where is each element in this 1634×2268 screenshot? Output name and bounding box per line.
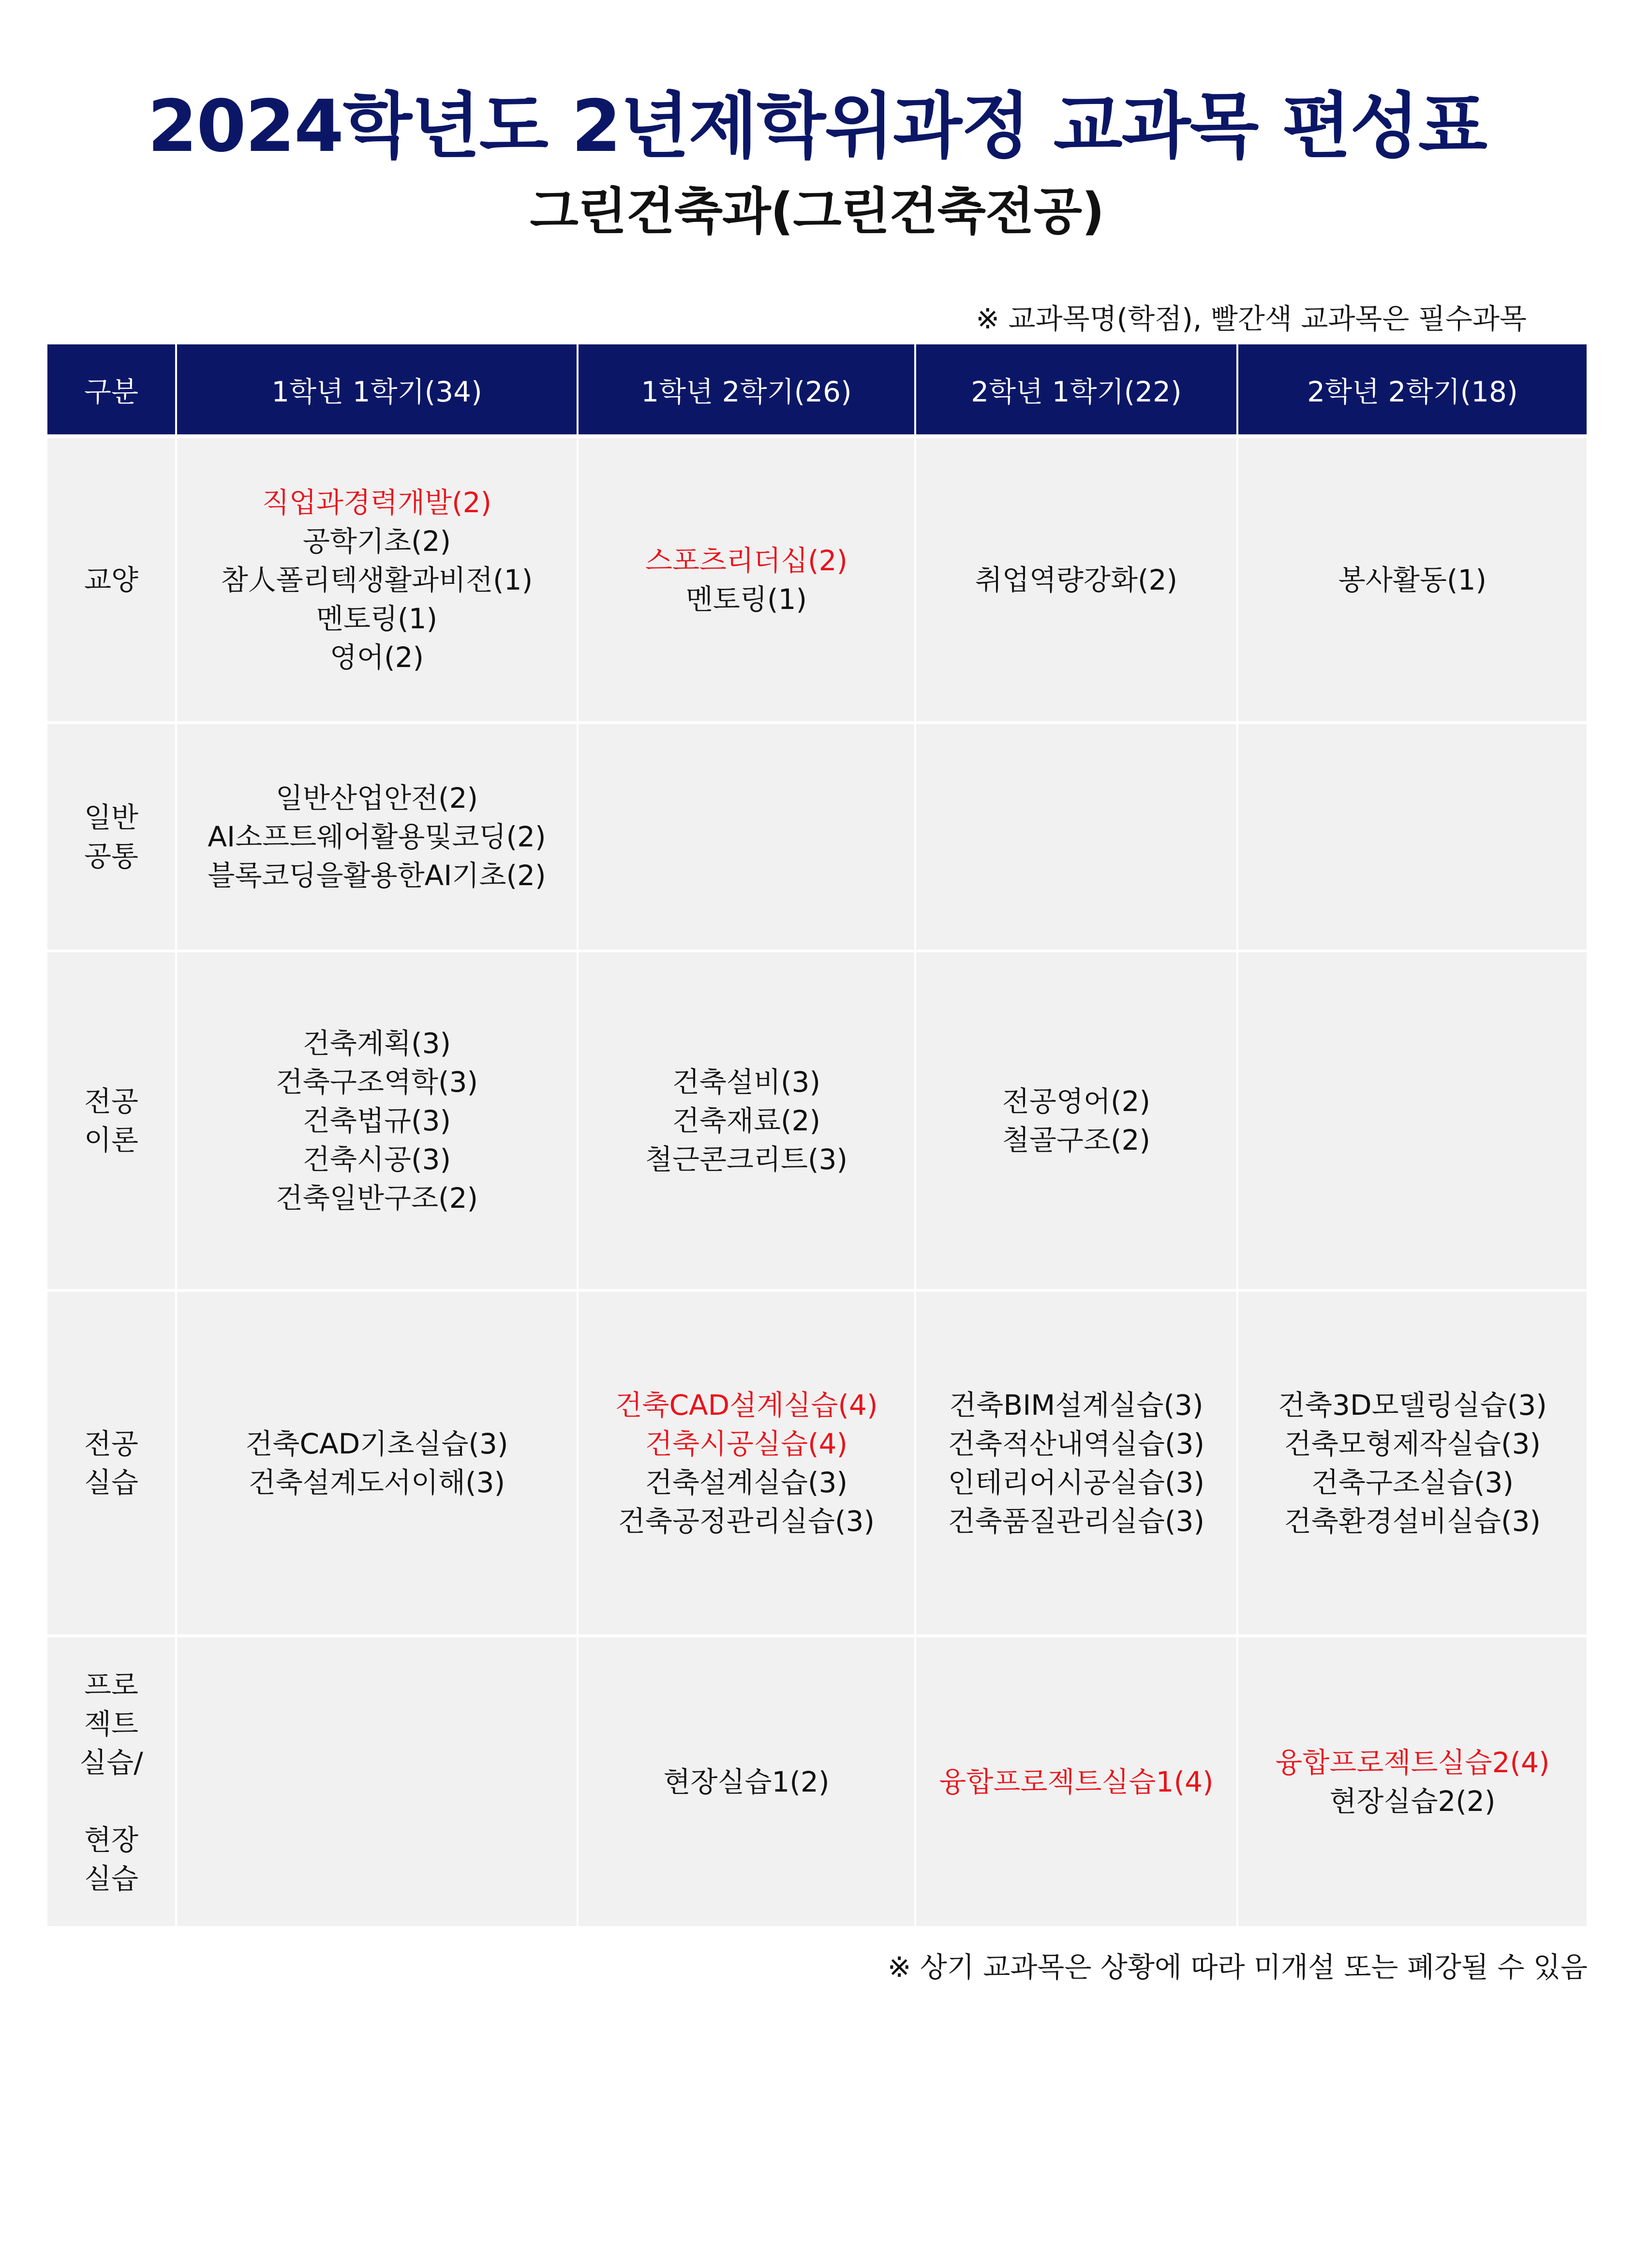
required-course: 융합프로젝트실습2(4) bbox=[1275, 1746, 1550, 1779]
curriculum-table bbox=[47, 344, 1587, 1926]
header-y2-s1: 2학년 1학기(22) bbox=[915, 344, 1237, 436]
course: 건축일반구조(2) bbox=[275, 1182, 478, 1215]
header-row bbox=[47, 344, 1587, 436]
table-body bbox=[47, 436, 1587, 1926]
semester-cell bbox=[915, 951, 1237, 1290]
course: 일반산업안전(2) bbox=[275, 782, 478, 815]
course: 건축적산내역실습(3) bbox=[948, 1427, 1205, 1460]
category-label: 실습 bbox=[84, 1862, 139, 1895]
semester-cell bbox=[915, 1290, 1237, 1636]
header-y1-s1: 1학년 1학기(34) bbox=[176, 344, 578, 436]
course: 봉사활동(1) bbox=[1338, 563, 1487, 596]
row-major-theory bbox=[47, 951, 1587, 1290]
course: 건축구조역학(3) bbox=[275, 1066, 478, 1098]
category-label: 전공 bbox=[84, 1427, 139, 1460]
page-subtitle: 그린건축과(그린건축전공) bbox=[530, 182, 1104, 241]
course: 건축법규(3) bbox=[302, 1104, 451, 1137]
course: 건축CAD기초실습(3) bbox=[245, 1427, 508, 1460]
category-label: 이론 bbox=[84, 1124, 139, 1156]
category-label: 일반 bbox=[84, 801, 139, 834]
semester-cell bbox=[1237, 951, 1587, 1290]
row-general-common bbox=[47, 723, 1587, 951]
semester-cell bbox=[578, 436, 915, 723]
required-course: 융합프로젝트실습1(4) bbox=[939, 1765, 1214, 1798]
table-header bbox=[47, 344, 1587, 436]
semester-cell bbox=[915, 1636, 1237, 1926]
course: 현장실습2(2) bbox=[1329, 1784, 1496, 1818]
category-label: 공통 bbox=[84, 840, 139, 873]
course: 참人폴리텍생활과비전(1) bbox=[221, 563, 533, 596]
course: 건축공정관리실습(3) bbox=[618, 1505, 875, 1538]
semester-cell bbox=[578, 951, 915, 1290]
semester-cell bbox=[176, 723, 578, 951]
category-label: 젝트 bbox=[84, 1707, 139, 1740]
course: 건축설계도서이해(3) bbox=[248, 1466, 505, 1499]
semester-cell bbox=[1237, 436, 1587, 723]
category-label: 전공 bbox=[84, 1085, 139, 1118]
category-label: 실습/ bbox=[79, 1746, 143, 1779]
required-course: 건축CAD설계실습(4) bbox=[615, 1389, 878, 1422]
semester-cell bbox=[176, 1290, 578, 1636]
row-project-field bbox=[47, 1636, 1587, 1926]
course: 취업역량강화(2) bbox=[975, 563, 1178, 596]
course: 전공영어(2) bbox=[1002, 1085, 1151, 1118]
category-cell bbox=[47, 1290, 176, 1636]
category-label: 실습 bbox=[84, 1466, 139, 1499]
header-y2-s2: 2학년 2학기(18) bbox=[1237, 344, 1587, 436]
course: 건축품질관리실습(3) bbox=[948, 1505, 1205, 1538]
page-title: 2024학년도 2년제학위과정 교과목 편성표 bbox=[148, 85, 1486, 168]
course: 건축BIM설계실습(3) bbox=[949, 1389, 1203, 1422]
category-cell bbox=[47, 951, 176, 1290]
required-course: 직업과경력개발(2) bbox=[262, 486, 492, 519]
course: 건축구조실습(3) bbox=[1311, 1466, 1514, 1499]
category-label: 교양 bbox=[84, 563, 139, 596]
course: AI소프트웨어활용및코딩(2) bbox=[208, 820, 546, 853]
course: 인테리어시공실습(3) bbox=[948, 1466, 1205, 1499]
semester-cell bbox=[1237, 723, 1587, 951]
course: 건축설계실습(3) bbox=[645, 1466, 848, 1499]
semester-cell bbox=[176, 951, 578, 1290]
required-course: 스포츠리더십(2) bbox=[645, 544, 848, 577]
course: 건축재료(2) bbox=[672, 1104, 821, 1137]
header-y1-s2: 1학년 2학기(26) bbox=[578, 344, 915, 436]
course: 현장실습1(2) bbox=[663, 1765, 830, 1798]
course: 철골구조(2) bbox=[1002, 1124, 1151, 1156]
category-cell bbox=[47, 1636, 176, 1926]
disclaimer-note: ※ 상기 교과목은 상황에 따라 미개설 또는 폐강될 수 있음 bbox=[887, 1951, 1588, 1984]
legend-note: ※ 교과목명(학점), 빨간색 교과목은 필수과목 bbox=[976, 302, 1527, 335]
course: 멘토링(1) bbox=[685, 582, 807, 616]
course: 건축환경설비실습(3) bbox=[1284, 1505, 1541, 1538]
course: 건축시공(3) bbox=[302, 1143, 451, 1176]
course: 건축계획(3) bbox=[302, 1027, 451, 1060]
semester-cell bbox=[176, 1636, 578, 1926]
semester-cell bbox=[578, 1290, 915, 1636]
semester-cell bbox=[1237, 1636, 1587, 1926]
header-category: 구분 bbox=[47, 344, 176, 436]
course: 철근콘크리트(3) bbox=[645, 1143, 848, 1176]
semester-cell bbox=[578, 1636, 915, 1926]
semester-cell bbox=[915, 436, 1237, 723]
semester-cell bbox=[915, 723, 1237, 951]
semester-cell bbox=[1237, 1290, 1587, 1636]
course: 블록코딩을활용한AI기초(2) bbox=[208, 859, 546, 892]
course: 멘토링(1) bbox=[316, 602, 438, 635]
required-course: 건축시공실습(4) bbox=[645, 1427, 848, 1460]
row-major-practice bbox=[47, 1290, 1587, 1636]
course: 건축모형제작실습(3) bbox=[1284, 1427, 1541, 1460]
category-spacer bbox=[50, 1782, 172, 1821]
course: 영어(2) bbox=[329, 640, 424, 674]
category-label: 현장 bbox=[84, 1823, 139, 1856]
semester-cell bbox=[176, 436, 578, 723]
category-cell bbox=[47, 436, 176, 723]
course: 공학기초(2) bbox=[302, 524, 451, 558]
category-label: 프로 bbox=[84, 1668, 139, 1702]
course: 건축설비(3) bbox=[672, 1066, 821, 1098]
course: 건축3D모델링실습(3) bbox=[1278, 1389, 1547, 1422]
semester-cell bbox=[578, 723, 915, 951]
row-liberal-arts bbox=[47, 436, 1587, 723]
category-cell bbox=[47, 723, 176, 951]
